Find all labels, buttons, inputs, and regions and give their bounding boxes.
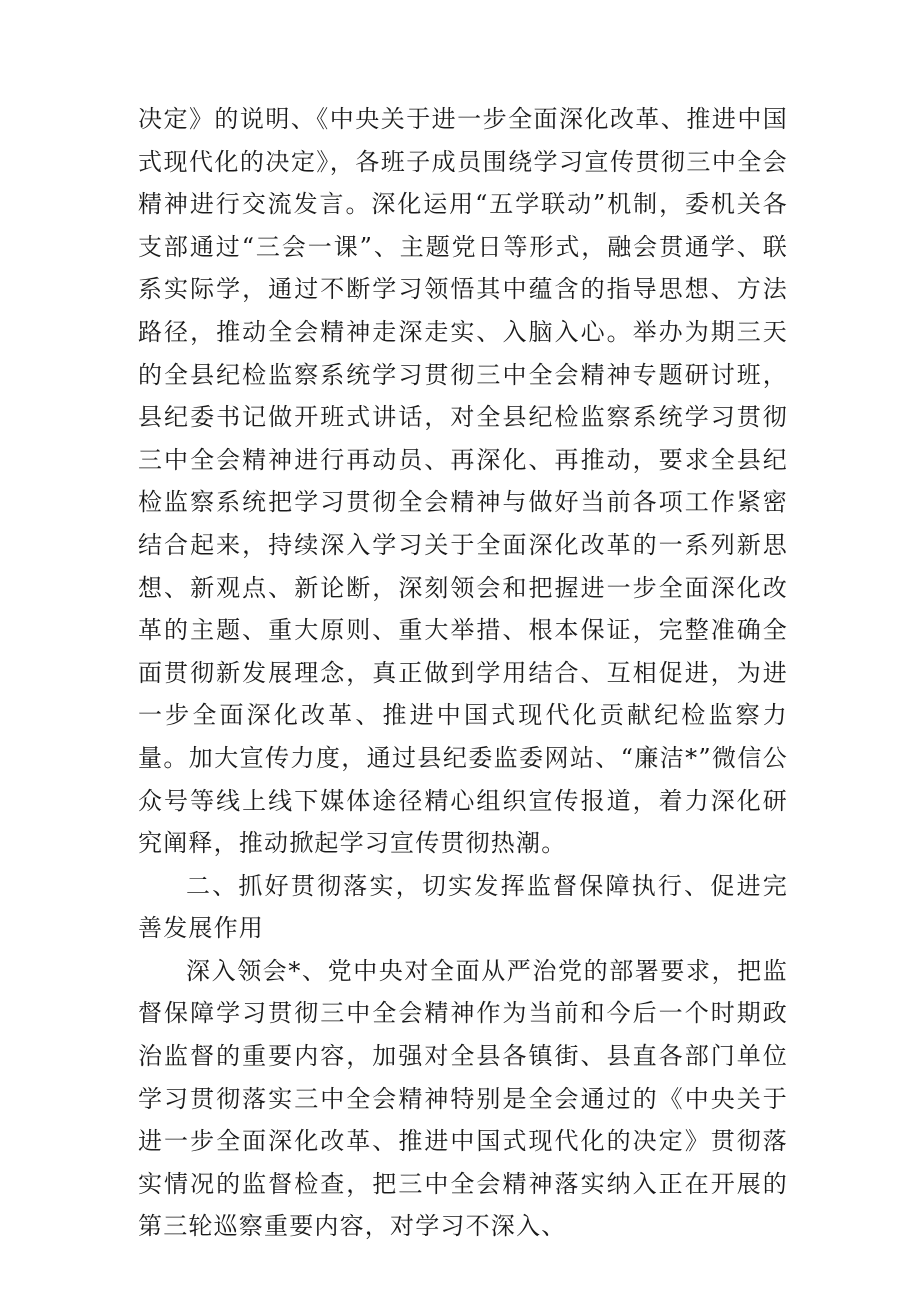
- document-body: [138, 98, 788, 1248]
- section-heading: 二、抓好贯彻落实，切实发挥监督保障执行、促进完善发展作用: [138, 871, 788, 943]
- paragraph: 深入领会*、党中央对全面从严治党的部署要求，把监督保障学习贯彻三中全会精神作为当前和今后一个时期政治监督的重要内容，加强对全县各镇街、县直各部门单位学习贯彻落实三中全会精神特别是全会通过的《中央关于进一步全面深化改革、推进中国式现代化的决定》贯彻落实情况的监督检查，把三中全会精神落实纳入正在开展的第三轮巡察重要内容，对学习不深入、: [138, 956, 788, 1241]
- paragraph-continued: 决定》的说明、《中央关于进一步全面深化改革、推进中国式现代化的决定》，各班子成员围绕学习宣传贯彻三中全会精神进行交流发言。深化运用“五学联动”机制，委机关各支部通过“三会一课”、主题党日等形式，融会贯通学、联系实际学，通过不断学习领悟其中蕴含的指导思想、方法路径，推动全会精神走深走实、入脑入心。举办为期三天的全县纪检监察系统学习贯彻三中全会精神专题研讨班，县纪委书记做开班式讲话，对全县纪检监察系统学习贯彻三中全会精神进行再动员、再深化、再推动，要求全县纪检监察系统把学习贯彻全会精神与做好当前各项工作紧密结合起来，持续深入学习关于全面深化改革的一系列新思想、新观点、新论断，深刻领会和把握进一步全面深化改革的主题、重大原则、重大举措、根本保证，完整准确全面贯彻新发展理念，真正做到学用结合、互相促进，为进一步全面深化改革、推进中国式现代化贡献纪检监察力量。加大宣传力度，通过县纪委监委网站、“廉洁*”微信公众号等线上线下媒体途径精心组织宣传报道，着力深化研究阐释，推动掀起学习宣传贯彻热潮。: [138, 105, 788, 858]
